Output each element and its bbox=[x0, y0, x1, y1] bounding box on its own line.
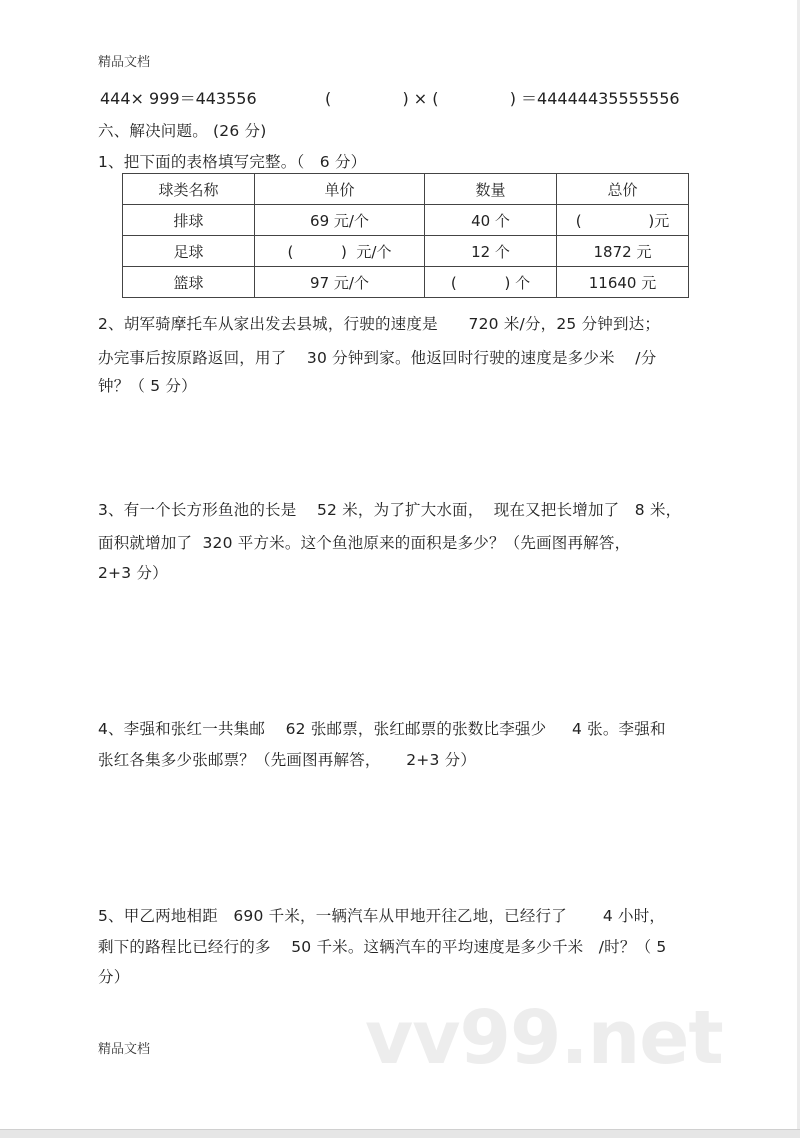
table-cell: 40 个 bbox=[425, 205, 557, 236]
question-5-line: 剩下的路程比已经行的多 50 千米。这辆汽车的平均速度是多少千米 /时？（ 5 bbox=[98, 938, 667, 956]
equation-given: 444× 999＝443556 bbox=[100, 89, 257, 108]
table-header-row bbox=[123, 174, 689, 205]
table-cell: 12 个 bbox=[425, 236, 557, 267]
table-header-cell: 球类名称 bbox=[123, 174, 255, 205]
price-table bbox=[122, 173, 689, 298]
table-cell: 篮球 bbox=[123, 267, 255, 298]
table-cell: 11640 元 bbox=[557, 267, 689, 298]
question-3-line: 3、有一个长方形鱼池的长是 52 米，为了扩大水面， 现在又把长增加了 8 米， bbox=[98, 501, 682, 519]
table-header-cell: 数量 bbox=[425, 174, 557, 205]
table-cell: 排球 bbox=[123, 205, 255, 236]
table-cell: 97 元/个 bbox=[255, 267, 425, 298]
question-1-title: 1、把下面的表格填写完整。（ 6 分） bbox=[98, 153, 367, 171]
question-3-line: 面积就增加了 320 平方米。这个鱼池原来的面积是多少？（先画图再解答， bbox=[98, 534, 631, 552]
table-cell-blank: ( ) 个 bbox=[425, 267, 557, 298]
question-4-line: 张红各集多少张邮票？（先画图再解答， 2+3 分） bbox=[98, 751, 477, 769]
question-5-line: 5、甲乙两地相距 690 千米，一辆汽车从甲地开往乙地，已经行了 4 小时， bbox=[98, 907, 666, 925]
question-3-line: 2+3 分） bbox=[98, 564, 168, 582]
question-2-line: 钟？（ 5 分） bbox=[98, 377, 197, 395]
table-header-cell: 单价 bbox=[255, 174, 425, 205]
equation-fill-blank: ( ) × ( ) ＝44444435555556 bbox=[325, 89, 680, 108]
table-cell-blank: ( ) 元/个 bbox=[255, 236, 425, 267]
table-header-cell: 总价 bbox=[557, 174, 689, 205]
table-row bbox=[123, 267, 689, 298]
footer-mark: 精品文档 bbox=[98, 1042, 151, 1057]
table-row bbox=[123, 236, 689, 267]
table-row bbox=[123, 205, 689, 236]
table-cell-blank: ( )元 bbox=[557, 205, 689, 236]
table-cell: 1872 元 bbox=[557, 236, 689, 267]
question-4-line: 4、李强和张红一共集邮 62 张邮票，张红邮票的张数比李强少 4 张。李强和 bbox=[98, 720, 666, 738]
watermark: vv99.net bbox=[365, 995, 723, 1081]
question-2-line: 办完事后按原路返回，用了 30 分钟到家。他返回时行驶的速度是多少米 /分 bbox=[98, 349, 657, 367]
question-2-line: 2、胡军骑摩托车从家出发去县城，行驶的速度是 720 米/分，25 分钟到达； bbox=[98, 315, 661, 333]
section-title: 六、解决问题。 (26 分) bbox=[98, 122, 267, 140]
table-cell: 足球 bbox=[123, 236, 255, 267]
table-cell: 69 元/个 bbox=[255, 205, 425, 236]
header-mark: 精品文档 bbox=[98, 55, 151, 70]
question-5-line: 分） bbox=[98, 968, 130, 986]
